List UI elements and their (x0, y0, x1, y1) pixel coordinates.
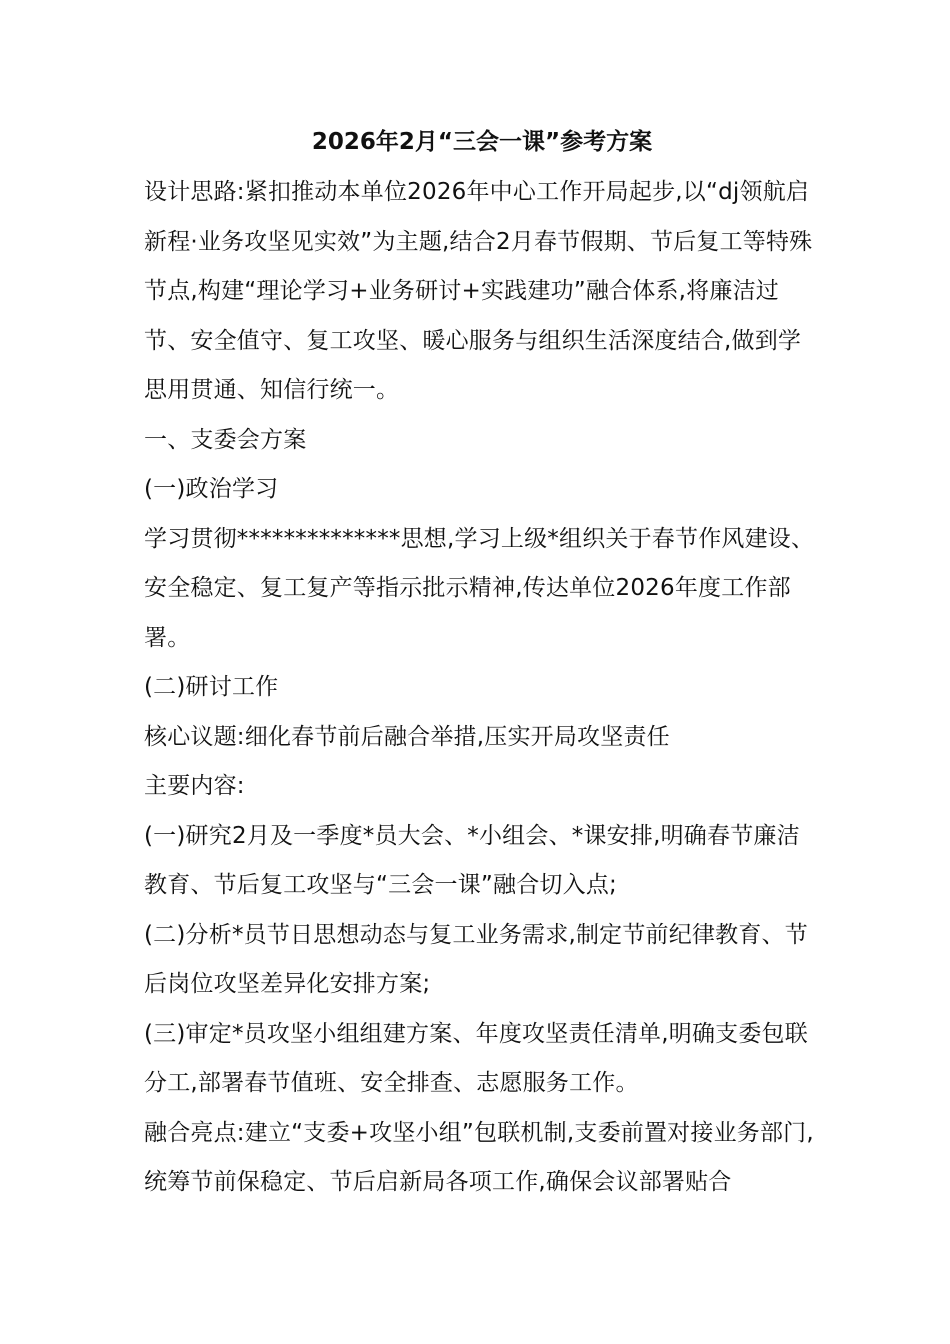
subheading-political-study: (一)政治学习 (144, 476, 279, 502)
section-heading-committee: 一、支委会方案 (144, 426, 307, 453)
paragraph-main-content-label: 主要内容: (144, 773, 245, 799)
document-page (144, 118, 820, 1208)
paragraph-study-content: 学习贯彻**************思想,学习上级*组织关于春节作风建设、安全稳定、复工复产等指示批示精神,传达单位2026年度工作部署。 (144, 525, 815, 651)
paragraph-core-topic: 核心议题:细化春节前后融合举措,压实开局攻坚责任 (144, 723, 670, 750)
document-title: 2026年2月“三会一课”参考方案 (311, 129, 653, 155)
subheading-discussion: (二)研讨工作 (144, 674, 279, 700)
list-item-1: (一)研究2月及一季度*员大会、*小组会、*课安排,明确春节廉洁教育、节后复工攻坚与“三会一课”融合切入点; (144, 822, 800, 898)
list-item-3: (三)审定*员攻坚小组组建方案、年度攻坚责任清单,明确支委包联分工,部署春节值班、安全排查、志愿服务工作。 (144, 1020, 808, 1096)
paragraph-highlight: 融合亮点:建立“支委+攻坚小组”包联机制,支委前置对接业务部门,统筹节前保稳定、节后启新局各项工作,确保会议部署贴合 (144, 1119, 814, 1195)
paragraph-design-idea: 设计思路:紧扣推动本单位2026年中心工作开局起步,以“dj领航启新程·业务攻坚见实效”为主题,结合2月春节假期、节后复工等特殊节点,构建“理论学习+业务研讨+实践建功”融合体系,将廉洁过节、安全值守、复工攻坚、暖心服务与组织生活深度结合,做到学思用贯通、知信行统一。 (144, 179, 813, 403)
list-item-2: (二)分析*员节日思想动态与复工业务需求,制定节前纪律教育、节后岗位攻坚差异化安排方案; (144, 921, 808, 997)
